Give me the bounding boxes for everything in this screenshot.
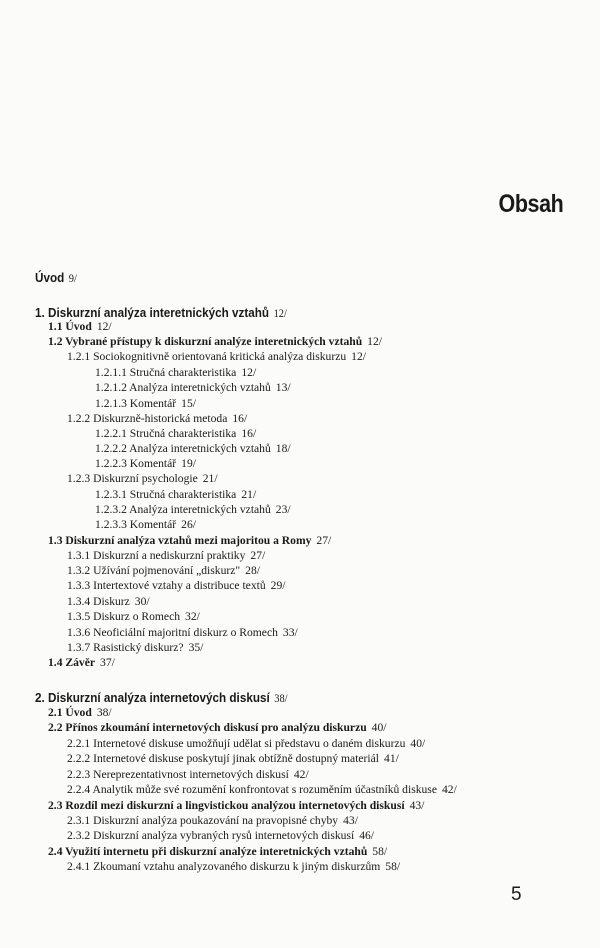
toc-entry-page: 12/ [367, 335, 382, 348]
toc-entry-page: 30/ [134, 595, 150, 608]
toc-entry-title: 1.2.2.2 Analýza interetnických vztahů [95, 442, 271, 455]
toc-entry-subsub [95, 457, 196, 471]
toc-entry-title: 2.2 Přínos zkoumání internetových diskusí pro analýzu diskurzu [48, 721, 367, 734]
toc-entry-title: 1.2.2.3 Komentář [95, 457, 177, 470]
toc-entry-page: 41/ [384, 752, 399, 765]
toc-entry-title: 2.2.4 Analytik může své rozumění konfrontovat s rozuměním účastníků diskuse [67, 783, 437, 796]
toc-entry-title: 1.2.3.3 Komentář [95, 518, 177, 531]
toc-entry-page: 27/ [250, 549, 266, 562]
toc-entry-page: 42/ [293, 768, 309, 781]
toc-entry-sub [67, 768, 309, 782]
toc-entry-page: 32/ [185, 610, 200, 623]
toc-entry-page: 12/ [273, 307, 287, 320]
toc-entry-title: 1.2.3 Diskurzní psychologie [67, 472, 198, 485]
toc-entry-subsub [95, 503, 291, 517]
toc-entry-page: 16/ [232, 412, 248, 425]
toc-entry-page: 37/ [100, 656, 115, 669]
toc-entry-section [48, 534, 331, 548]
toc-entry-title: Úvod [35, 270, 65, 285]
toc-entry-page: 12/ [96, 320, 112, 333]
toc-entry-page: 27/ [316, 534, 332, 547]
toc-entry-page: 46/ [359, 829, 375, 842]
toc-entry-sub [67, 412, 247, 426]
toc-entry-page: 12/ [351, 350, 366, 363]
toc-entry-title: 1.3.2 Užívání pojmenování „diskurz" [67, 564, 241, 577]
toc-entry-chapter [35, 306, 287, 321]
toc-entry-page: 43/ [409, 799, 425, 812]
toc-entry-page: 40/ [410, 737, 426, 750]
toc-entry-page: 43/ [343, 814, 358, 827]
toc-entry-title: 1.3 Diskurzní analýza vztahů mezi majoritou a Romy [48, 534, 312, 547]
toc-entry-title: 2.1 Úvod [48, 706, 92, 719]
toc-entry-page: 35/ [188, 641, 204, 654]
toc-entry-subsub [95, 381, 291, 395]
toc-entry-subsub [95, 488, 256, 502]
toc-entry-section [48, 335, 382, 349]
toc-entry-page: 38/ [274, 692, 288, 705]
toc-entry-title: 1.2.2.1 Stručná charakteristika [95, 427, 237, 440]
toc-entry-page: 26/ [181, 518, 196, 531]
toc-entry-chapter [35, 271, 77, 286]
toc-entry-page: 40/ [371, 721, 387, 734]
toc-entry-page: 16/ [241, 427, 257, 440]
toc-entry-title: 1.3.1 Diskurzní a nediskurzní praktiky [67, 549, 246, 562]
toc-entry-title: 2.3.1 Diskurzní analýza poukazování na pravopisné chyby [67, 814, 339, 827]
toc-entry-page: 58/ [372, 845, 388, 858]
toc-entry-section [48, 799, 424, 813]
toc-entry-sub [67, 579, 285, 593]
toc-entry-title: 1.2.2 Diskurzně-historická metoda [67, 412, 228, 425]
toc-entry-title: 2.3 Rozdíl mezi diskurzní a lingvistickou analýzou internetových diskusí [48, 799, 405, 812]
toc-entry-title: 1.2.1 Sociokognitivně orientovaná kritická analýza diskurzu [67, 350, 347, 363]
toc-entry-page: 15/ [181, 397, 196, 410]
toc-entry-sub [67, 783, 457, 797]
toc-entry-page: 19/ [181, 457, 196, 470]
toc-entry-title: 1.2.3.1 Stručná charakteristika [95, 488, 237, 501]
toc-entry-title: 2.3.2 Diskurzní analýza vybraných rysů internetových diskusí [67, 829, 355, 842]
toc-entry-title: 2.2.3 Nereprezentativnost internetových diskusí [67, 768, 289, 781]
toc-entry-title: 1.2.1.3 Komentář [95, 397, 177, 410]
toc-entry-sub [67, 472, 218, 486]
toc-entry-title: 1.2.3.2 Analýza interetnických vztahů [95, 503, 271, 516]
toc-entry-sub [67, 350, 366, 364]
toc-entry-page: 42/ [441, 783, 457, 796]
toc-entry-page: 12/ [241, 366, 257, 379]
toc-entry-title: 1.2 Vybrané přístupy k diskurzní analýze interetnických vztahů [48, 335, 363, 348]
toc-entry-sub [67, 737, 425, 751]
toc-entry-title: 1.3.3 Intertextové vztahy a distribuce textů [67, 579, 266, 592]
toc-entry-sub [67, 626, 298, 640]
toc-entry-page: 38/ [96, 706, 112, 719]
toc-entry-title: 1.2.1.2 Analýza interetnických vztahů [95, 381, 271, 394]
toc-entry-page: 18/ [275, 442, 291, 455]
toc-entry-title: 1.1 Úvod [48, 320, 92, 333]
toc-entry-page: 21/ [202, 472, 218, 485]
toc-entry-section [48, 721, 387, 735]
toc-entry-sub [67, 860, 400, 874]
toc-entry-section [48, 845, 387, 859]
toc-entry-section [48, 656, 115, 670]
toc-entry-page: 23/ [275, 503, 291, 516]
toc-entry-page: 9/ [68, 272, 77, 285]
toc-entry-sub [67, 641, 203, 655]
toc-entry-page: 21/ [241, 488, 257, 501]
toc-entry-page: 29/ [270, 579, 286, 592]
toc-entry-title: 1.2.1.1 Stručná charakteristika [95, 366, 237, 379]
toc-entry-page: 33/ [282, 626, 298, 639]
toc-entry-subsub [95, 442, 291, 456]
toc-entry-sub [67, 549, 265, 563]
toc-entry-sub [67, 814, 358, 828]
page-title: Obsah [498, 190, 563, 218]
toc-entry-title: 1.3.6 Neoficiální majoritní diskurz o Romech [67, 626, 278, 639]
toc-entry-page: 28/ [245, 564, 260, 577]
toc-entry-sub [67, 610, 200, 624]
toc-entry-title: 2.2.1 Internetové diskuse umožňují udělat si představu o daném diskurzu [67, 737, 406, 750]
toc-entry-sub [67, 564, 260, 578]
toc-entry-section [48, 706, 112, 720]
toc-entry-title: 2.2.2 Internetové diskuse poskytují jinak obtížně dostupný materiál [67, 752, 380, 765]
toc-entry-subsub [95, 397, 196, 411]
toc-entry-section [48, 320, 112, 334]
toc-entry-page: 13/ [275, 381, 291, 394]
toc-entry-title: 1.3.4 Diskurz [67, 595, 130, 608]
toc-entry-subsub [95, 427, 256, 441]
toc-entry-title: 2.4.1 Zkoumaní vztahu analyzovaného diskurzu k jiným diskurzům [67, 860, 381, 873]
toc-entry-title: 2.4 Využití internetu při diskurzní analýze interetnických vztahů [48, 845, 368, 858]
toc-entry-title: 1.3.5 Diskurz o Romech [67, 610, 181, 623]
toc-entry-chapter [35, 691, 288, 706]
toc-entry-title: 1.3.7 Rasistický diskurz? [67, 641, 184, 654]
toc-entry-title: 1. Diskurzní analýza interetnických vztahů [35, 305, 270, 320]
toc-entry-sub [67, 752, 399, 766]
toc-entry-title: 1.4 Závěr [48, 656, 96, 669]
toc-entry-title: 2. Diskurzní analýza internetových diskusí [35, 690, 270, 705]
page-number: 5 [511, 884, 522, 905]
toc-entry-page: 58/ [385, 860, 401, 873]
toc-entry-subsub [95, 518, 196, 532]
toc-entry-sub [67, 595, 150, 609]
toc-entry-subsub [95, 366, 256, 380]
toc-entry-sub [67, 829, 374, 843]
